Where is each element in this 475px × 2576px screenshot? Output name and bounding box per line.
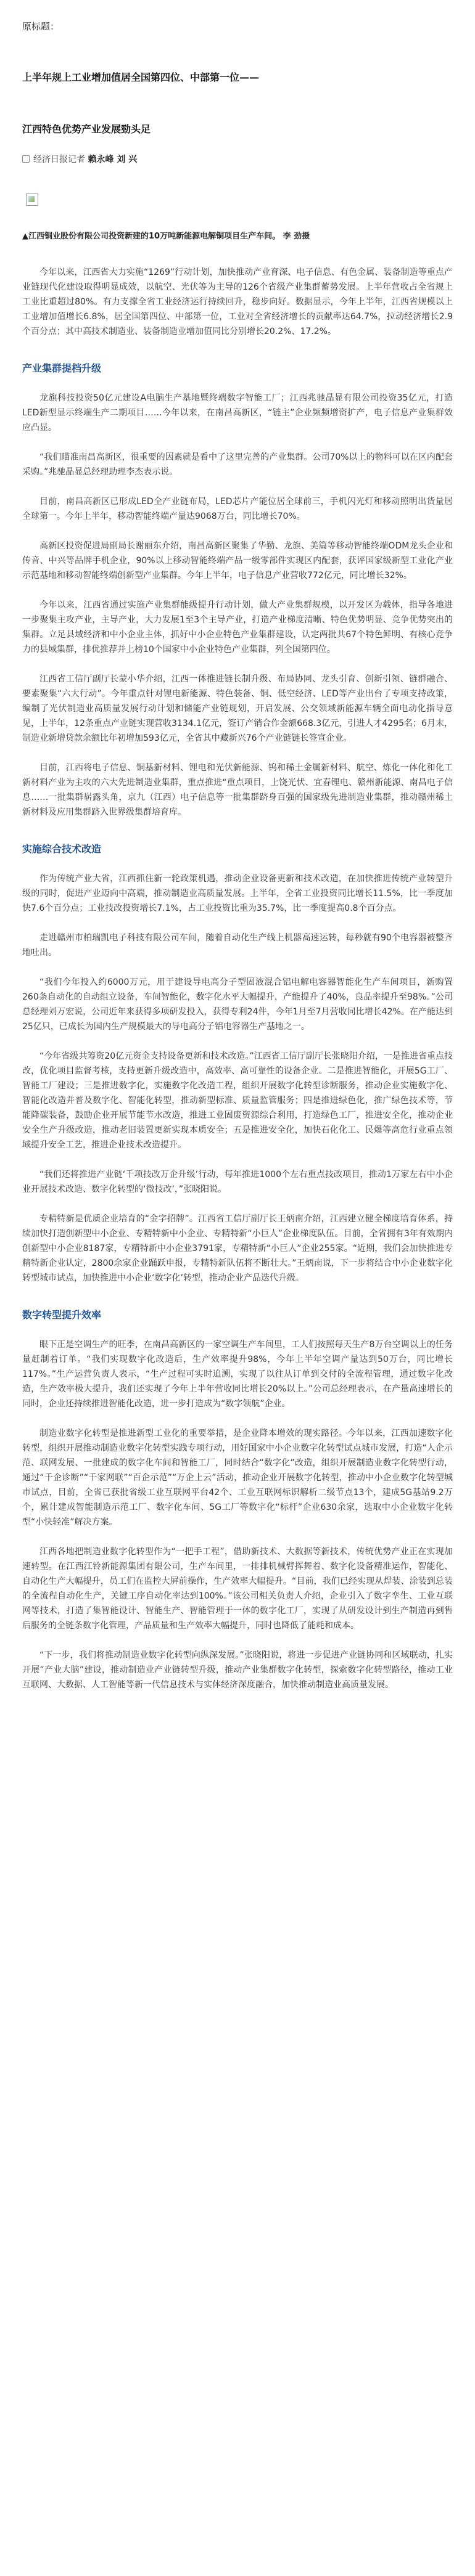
paragraph: “我们还将推进产业链‘千项技改万企升级’行动，每年推进1000个左右重点技改项目，推动1万家左右中小企业开展技术改造、数字化转型的‘微技改’，”张晓阳说。: [22, 1170, 453, 1194]
paragraph: “我们瞄准南昌高新区，很重要的因素就是看中了这里完善的产业集群。公司70%以上的物料可以在区内配套采购。”兆驰晶显总经理助理李杰表示说。: [22, 452, 453, 477]
broken-image-icon: [26, 194, 38, 206]
paragraph: “下一步，我们将推动制造业数字化转型向纵深发展。”张晓阳说，将进一步促进产业链协同和区域联动，扎实开展“产业大脑”建设，推动制造业产业链转型升级，推动产业集群数字化转型，探索数字化转型路径，推动工业互联网、大数据、人工智能等新一代信息技术与实体经济深度融合，加快推动制造业高质量发展。: [22, 1650, 453, 1690]
intro-paragraph: 今年以来，江西省大力实施“1269”行动计划，加快推动产业育深、电子信息、有色金属、装备制造等重点产业链现代化建设取得明显成效，以航空、光伏等为主导的126个省级产业集群蓄势发展。上半年营收占全省规上工业比重超过80%。有力支撑全省工业经济运行持续回升，稳步向好。数据显示，今年上半年，江西省规模以上工业增加值增长6.8%，居全国第四位、中部第一位，工业对全省经济增长的贡献率达64.7%，拉动经济增长2.9个百分点；其中高技术制造业、装备制造业增加值同比分别增长20.2%、17.2%。: [22, 267, 453, 336]
paragraph: 江西各地把制造业数字化转型作为“一把手工程”，借助新技术、大数据等新技术，传统优势产业正在实现加速转型。在江西江铃新能源集团有限公司，生产车间里，一排排机械臂挥舞着、数字化设备精准运作，智能化、自动化生产大幅提升，员工们在监控大屏前操作，生产效率大幅提升。“目前，我们已经实现从焊装、涂装到总装的全流程自动化生产，关键工序自动化率达到100%。”该公司相关负责人介绍，企业引入了数字孪生、工业互联网等技术，打造了集智能设计、智能生产、智能管理于一体的数字化工厂，实现了从研发设计到生产制造再到售后服务的全链条数字化管理，产品质量和生产效率大幅提升，同时也降低了能耗和成本。: [22, 1547, 453, 1631]
byline-reporters: 赖永峰 刘 兴: [88, 155, 138, 165]
title-line-1: 上半年规上工业增加值居全国第四位、中部第一位——: [22, 71, 260, 83]
original-title-label: 原标题：: [22, 21, 60, 32]
paragraph: “今年省级共筹资20亿元资金支持设备更新和技术改造。”江西省工信厅副厅长张晓阳介绍，一是推进省重点技改，优化项目监督考核，支持更新升级改造中，高效率、高可靠性的设备企业。二是推进智能化，开展5G工厂、智能工厂建设；三是推进数字化，实施数字化改造工程，组织开展数字化转型诊断服务，推动企业实施数字化、智能化改造并普及数字化、智能化转型，推动新型标准、质量监管服务；四是推进绿色化，推广绿色技术等，节能降碳装备，鼓励企业开展节能节水改造，推进工业固废资源综合利用，打造绿色工厂，推进安全化，推动企业安全生产升级改造，推动老旧装置更新实现本质安全；五是推进安全化，加快石化化工、民爆等高危行业重点领域提升安全工艺，推进企业技术改造提升。: [22, 1051, 453, 1150]
byline-source: 经济日报记者: [33, 155, 85, 165]
paragraph: 江西省工信厅副厅长蒙小华介绍，江西一体推进链长制升级、布局协同、龙头引育、创新引领、链群融合、要素聚集“六大行动”。今年重点针对锂电新能源、特色装备、铜、低空经济、LED等产业出台了专项支持政策，编制了光伏制造业高质量发展行动计划和储能产业链规划，开启发展、公交领域新能源车辆全面电动化指导意见，上半年，12条重点产业链实现营收3134.1亿元，签订产销合作金额668.3亿元，引进人才4295名；6月末，制造业新增贷款余额比年初增加593亿元，全省其中藏新兴76个产业链链长签宣企业。: [22, 674, 453, 743]
paragraph: 今年以来，江西省通过实施产业集群能级提升行动计划，做大产业集群规模，以开发区为载体，指导各地进一步聚集主攻产业，主导产业，大力发展1至3个主导产业，打造产业梯度清晰、特色优势明显、竞争优势突出的集群。立足县域经济和中小企业主体，抓好中小企业特色产业集群建设，认定两批共67个特色鲜明、有核心竞争力的县域集群，排优推荐并上榜10个国家中小企业特色产业集群，列全国第四位。: [22, 600, 453, 654]
section-heading-tech-upgrade: 实施综合技术改造: [22, 843, 102, 855]
paragraph: 专精特新是优质企业培育的“金字招牌”。江西省工信厅副厅长王炳南介绍，江西建立健全梯度培育体系，持续加快打造创新型中小企业、专精特新中小企业、专精特新“小巨人”企业梯度队伍。目前，全省拥有3年有效期内创新型中小企业8187家，专精特新中小企业3791家，专精特新“小巨人”企业255家。“近期，我们会加快推进专精特新企业认定，2800余家企业踊跃申报，专精特新队伍将不断壮大。”王炳南说，下一步将结合中小企业数字化转型城市试点，加快推进中小企业‘数字化’转型，推动企业产品迭代升级。: [22, 1214, 453, 1283]
source-icon: [22, 155, 30, 163]
byline: [22, 153, 453, 166]
section-heading-clusters: 产业集群提档升级: [22, 362, 102, 374]
paragraph: 作为传统产业大省，江西抓住新一轮政策机遇，推动企业设备更新和技术改造，在加快推进传统产业转型升级的同时，促进产业迈向中高端，推动制造业高质量发展。上半年，全省工业投资同比增长11.5%，比一季度加快7.6个百分点；工业技改投资增长7.1%，占工业投资比重为35.7%，比一季度提高0.8个百分点。: [22, 874, 453, 913]
paragraph: 眼下正是空调生产的旺季，在南昌高新区的一家空调生产车间里，工人们按照每天生产8万台空调以上的任务量赶制着订单。“我们实现数字化改造后，生产效率提升98%，今年上半年空调产量达到50万台，同比增长117%。”生产运营负责人表示，“生产过程可实时追溯，实现了以往从订单到交付的全流程管理，通过数字化改造，生产效率极大提升，我们还实现了今年上半年营收同比增长20%以上。”公司总经理表示，在产量高速增长的同时，企业还持续推进智能化改造，进一步打造成为“数字领航”企业。: [22, 1340, 453, 1409]
paragraph: 目前，江西将电子信息、铜基新材料、锂电和光伏新能源、钨和稀土金属新材料、航空、炼化一体化和化工新材料产业为主攻的六大先进制造业集群，重点推进“重点项目，上饶光伏、宜春锂电、赣州新能源、南昌电子信息……一批集群崭露头角，京九（江西）电子信息等一批集群跻身百强的国家级先进制造业集群，推动赣州稀土新材料及应用集群跻入世界级集群培育库。: [22, 763, 453, 817]
section-heading-digital: 数字转型提升效率: [22, 1309, 102, 1321]
paragraph: 制造业数字化转型是推进新型工业化的重要举措，是企业降本增效的现实路径。今年以来，江西加速数字化转型，组织开展推动制造业数字化转型实践专项行动，用好国家中小企业数字化转型试点城市发展，打造“人企示范、联网发展、一批建成的数字化车间和智能工厂，同时结合“数字化”改造，组织开展制造业数字化转型行动，通过“千企诊断”“千家网联”“百企示范”“万企上云”活动，推动企业开展数字化转型，推动中小企业数字化转型城市试点，目前，全省已获批省级工业互联网平台42个、工业互联网标识解析二级节点13个，建成5G基站9.2万个，累计建成智能制造示范工厂、数字化车间、5G工厂等数字化“标杆”企业630余家，选取中小企业数字化转型“小快轻准”解决方案。: [22, 1429, 453, 1527]
paragraph: “我们今年投入约6000万元，用于建设导电高分子型固液混合铝电解电容器智能化生产车间项目，新购置260条自动化的自动组立设备，车间智能化，数字化水平大幅提升，产能提升了40%，良品率提升至98%。”公司总经理刘万宏说，公司近年来获得多项研发投入，获得专利24件，今年1月至7月营收同比增长42%。在产能达到25亿只，已成长为国内生产规模最大的导电高分子铝电容器生产基地之一。: [22, 977, 453, 1032]
paragraph: 龙旗科技投资50亿元建设A电脑生产基地暨终端数字智能工厂；江西兆驰晶显有限公司投资35亿元，打造LED新型显示终端生产二期项目……今年以来，在南昌高新区，“链主”企业频频增资扩产，电子信息产业集群效应凸显。: [22, 393, 453, 433]
paragraph: 目前，南昌高新区已形成LED全产业链布局，LED芯片产能位居全球前三，手机闪光灯和移动照明出货量居全球第一。今年上半年，移动智能终端产量达9068万台，同比增长70%。: [22, 497, 453, 521]
image-caption: ▲江西铜业股份有限公司投资新建的10万吨新能源电解铜项目生产车间。 李 劲摄: [22, 232, 310, 241]
paragraph: 高新区投资促进局副局长谢丽东介绍，南昌高新区聚集了华勤、龙旗、美篇等移动智能终端ODM龙头企业和传音、中兴等品牌手机企业，90%以上移动智能终端产品一级零部件实现区内配套，获评国家级新型工业化产业示范基地和移动智能终端创新型产业集群。今年上半年，电子信息产业营收772亿元，同比增长32%。: [22, 541, 453, 581]
title-line-2: 江西特色优势产业发展勁头足: [22, 123, 151, 135]
paragraph: 走进赣州市柏瑞凯电子科技有限公司车间，随着自动化生产线上机器高速运转，每秒就有90个电容器被整齐地吐出。: [22, 933, 453, 958]
